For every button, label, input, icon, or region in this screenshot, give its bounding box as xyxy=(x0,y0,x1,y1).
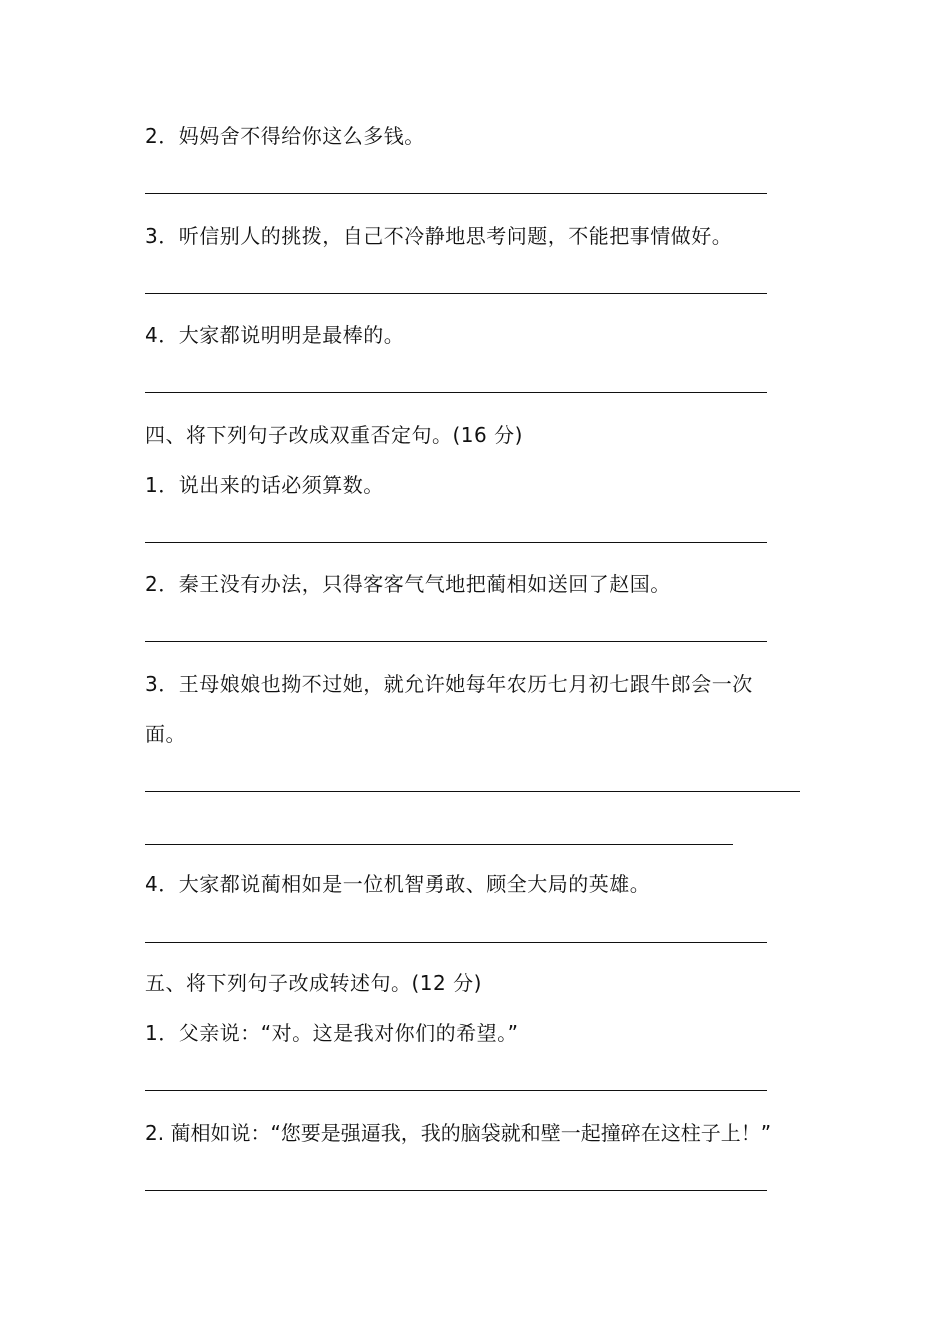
answer-line[interactable] xyxy=(145,791,800,792)
answer-line[interactable] xyxy=(145,1190,767,1191)
section-heading-5: 五、将下列句子改成转述句。(12 分) xyxy=(145,971,482,995)
answer-line[interactable] xyxy=(145,942,767,943)
answer-line[interactable] xyxy=(145,392,767,393)
question-s4-2: 2．秦王没有办法，只得客客气气地把蔺相如送回了赵国。 xyxy=(145,572,671,596)
answer-line[interactable] xyxy=(145,844,733,845)
answer-line[interactable] xyxy=(145,1090,767,1091)
question-s5-1: 1．父亲说：“对。这是我对你们的希望。” xyxy=(145,1021,519,1045)
question-s4-3: 3．王母娘娘也拗不过她，就允许她每年农历七月初七跟牛郎会一次 xyxy=(145,672,753,696)
question-s3-3: 3．听信别人的挑拨，自己不冷静地思考问题，不能把事情做好。 xyxy=(145,224,733,248)
question-s4-1: 1．说出来的话必须算数。 xyxy=(145,473,384,497)
question-s3-4: 4．大家都说明明是最棒的。 xyxy=(145,323,405,347)
question-s5-2: 2. 蔺相如说：“您要是强逼我，我的脑袋就和壁一起撞碎在这柱子上！” xyxy=(145,1121,772,1145)
question-s3-2: 2．妈妈舍不得给你这么多钱。 xyxy=(145,124,425,148)
answer-line[interactable] xyxy=(145,542,767,543)
question-s4-3-continued: 面。 xyxy=(145,722,186,746)
section-heading-4: 四、将下列句子改成双重否定句。(16 分) xyxy=(145,423,523,447)
answer-line[interactable] xyxy=(145,193,767,194)
answer-line[interactable] xyxy=(145,293,767,294)
question-s4-4: 4．大家都说蔺相如是一位机智勇敢、顾全大局的英雄。 xyxy=(145,872,651,896)
answer-line[interactable] xyxy=(145,641,767,642)
